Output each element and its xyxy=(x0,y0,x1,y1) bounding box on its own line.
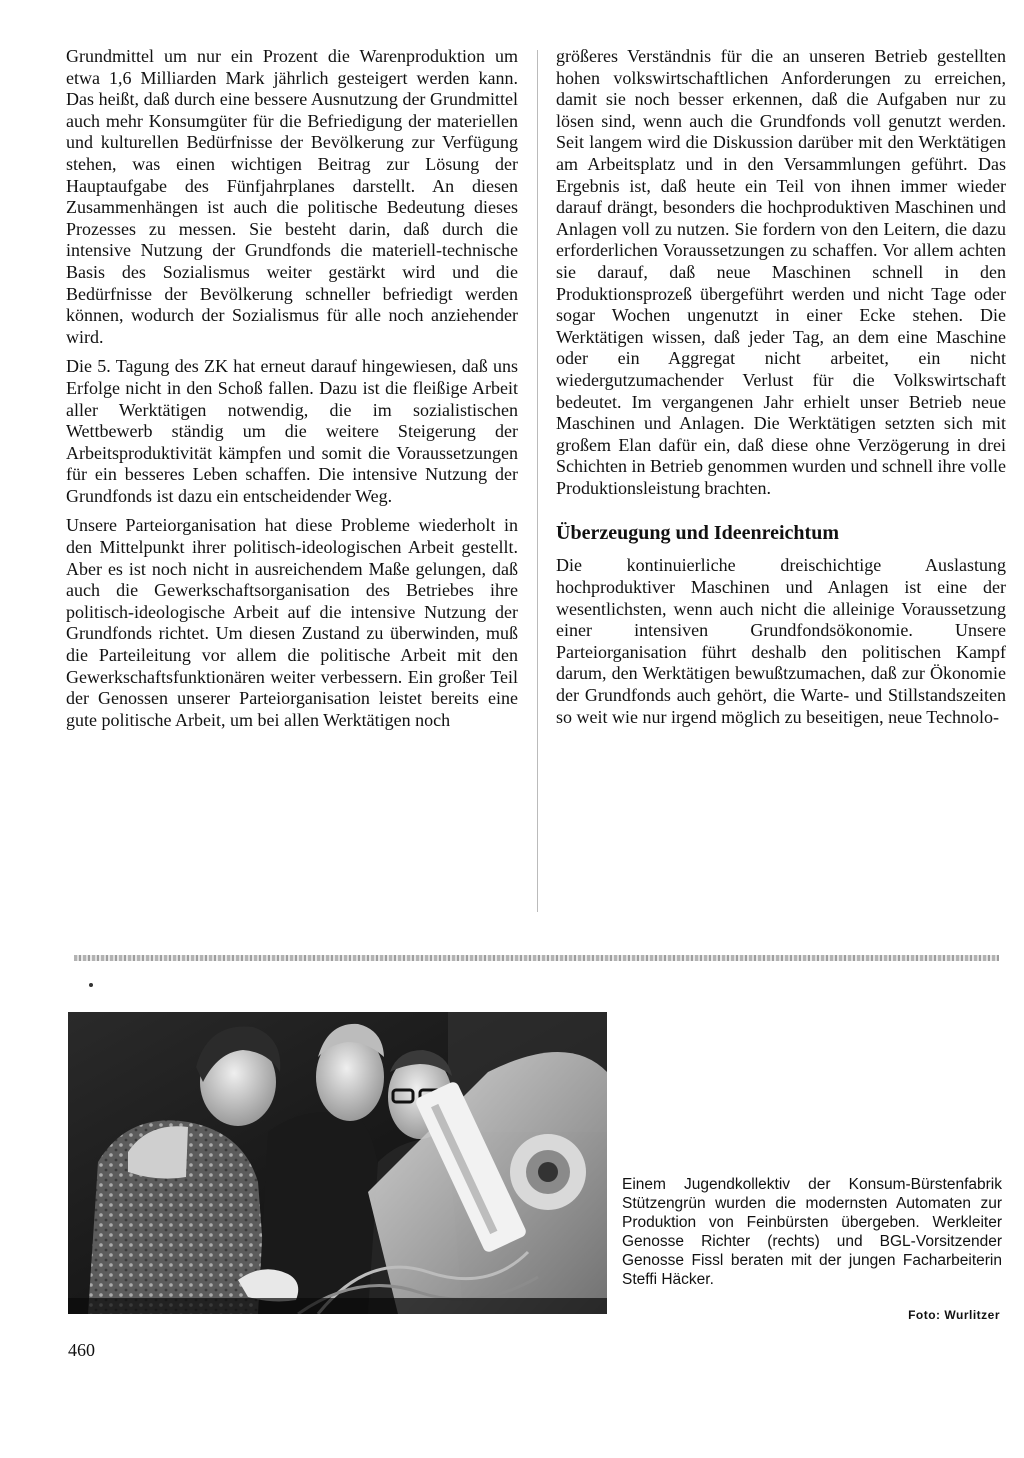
right-column xyxy=(556,46,1006,736)
section-heading: Überzeugung und Ideenreichtum xyxy=(556,522,839,545)
photo-illustration xyxy=(68,1012,607,1314)
photo-caption: Einem Jugendkollektiv der Konsum-Bürstenfabrik Stützengrün wurden die modernsten Automaten zur Produktion von Feinbürsten übergeben. Werkleiter Genosse Richter (rechts) und BGL-Vorsitzender Genosse Fissl beraten mit der jungen Facharbeiterin Steffi Häcker. xyxy=(622,1176,1002,1288)
column-divider xyxy=(537,50,538,912)
left-column xyxy=(66,46,518,739)
left-paragraph-3: Unsere Parteiorganisation hat diese Probleme wiederholt in den Mittelpunkt ihrer politisch-ideologischen Arbeit gestellt. Aber es ist noch nicht in ausreichendem Maße gelungen, daß auch die Gewerkschaftsorganisation des Betriebes ihre politisch-ideologische Arbeit auf die intensive Nutzung der Grundfonds richtet. Um diesen Zustand zu überwinden, muß die Parteileitung vor allem die politische Arbeit mit den Gewerkschaftsfunktionären weiter verbessern. Ein großer Teil der Genossen unserer Parteiorganisation leistet bereits eine gute politische Arbeit, um bei allen Werktätigen noch xyxy=(66,515,518,730)
left-paragraph-2: Die 5. Tagung des ZK hat erneut darauf hingewiesen, daß uns Erfolge nicht in den Schoß fallen. Dazu ist die fleißige Arbeit aller Werktätigen notwendig, die im sozialistischen Wettbewerb ständig um die weitere Steigerung der Arbeitsproduktivität kämpfen und somit die Voraussetzungen für ein besseres Leben schaffen. Die intensive Nutzung der Grundfonds ist dazu ein entscheidender Weg. xyxy=(66,356,518,506)
page-number: 460 xyxy=(68,1340,95,1360)
separator-rule xyxy=(74,955,999,961)
section-paragraph: Die kontinuierliche dreischichtige Auslastung hochproduktiver Maschinen und Anlagen ist eine der wesentlichsten, wenn auch nicht die alleinige Voraussetzung einer intensiven Grundfondsökonomie. Unsere Parteiorganisation führt deshalb den politischen Kampf darum, den Werktätigen bewußtzumachen, daß zur Ökonomie der Grundfonds auch gehört, die Warte- und Stillstandszeiten so weit wie nur irgend möglich zu beseitigen, neue Technolo- xyxy=(556,555,1006,727)
photo-workers-at-machine xyxy=(68,1012,607,1314)
print-speck xyxy=(89,983,93,987)
photo-credit: Foto: Wurlitzer xyxy=(908,1308,1000,1322)
right-paragraph-1: größeres Verständnis für die an unseren Betrieb gestellten hohen volkswirtschaftlichen Anforderungen zu erreichen, damit sie noch besser erkennen, daß die Aufgaben nur zu lösen sind, wenn auch die Grundfonds voll genutzt werden. Seit langem wird die Diskussion darüber mit den Werktätigen am Arbeitsplatz und in den Versammlungen geführt. Das Ergebnis ist, daß heute ein Teil von ihnen immer wieder darauf drängt, besonders die hochproduktiven Maschinen und Anlagen voll zu nutzen. Sie fordern von den Leitern, die dazu erforderlichen Voraussetzungen zu schaffen. Vor allem achten sie darauf, daß neue Maschinen schnell in den Produktionsprozeß übergeführt werden und nicht Tage oder sogar Wochen ungenutzt in einer Ecke stehen. Die Werktätigen wissen, daß jeder Tag, an dem eine Maschine oder ein Aggregat nicht arbeitet, ein nicht wiedergutzumachender Verlust für die Volkswirtschaft bedeutet. Im vergangenen Jahr erhielt unser Betrieb neue Maschinen und Anlagen. Die Werktätigen setzten sich mit großem Elan dafür ein, daß diese ohne Verzögerung in drei Schichten in Betrieb genommen wurden und schnell ihre volle Produktionsleistung brachten. xyxy=(556,46,1006,498)
left-paragraph-1: Grundmittel um nur ein Prozent die Warenproduktion um etwa 1,6 Milliarden Mark jährlich gesteigert werden kann. Das heißt, daß durch eine bessere Ausnutzung der Grundmittel auch mehr Konsumgüter für die Befriedigung der materiellen und kulturellen Bedürfnisse der Bevölkerung zur Verfügung stehen, was einen wichtigen Beitrag zur Lösung der Hauptaufgabe des Fünfjahrplanes darstellt. An diesen Zusammenhängen ist auch die politische Bedeutung dieses Prozesses zu messen. Sie besteht darin, daß durch die intensive Nutzung der Grundfonds die materiell-technische Basis des Sozialismus weiter gestärkt wird und die Bedürfnisse der Bevölkerung schneller befriedigt werden können, wodurch der Sozialismus für alle noch anziehender wird. xyxy=(66,46,518,347)
